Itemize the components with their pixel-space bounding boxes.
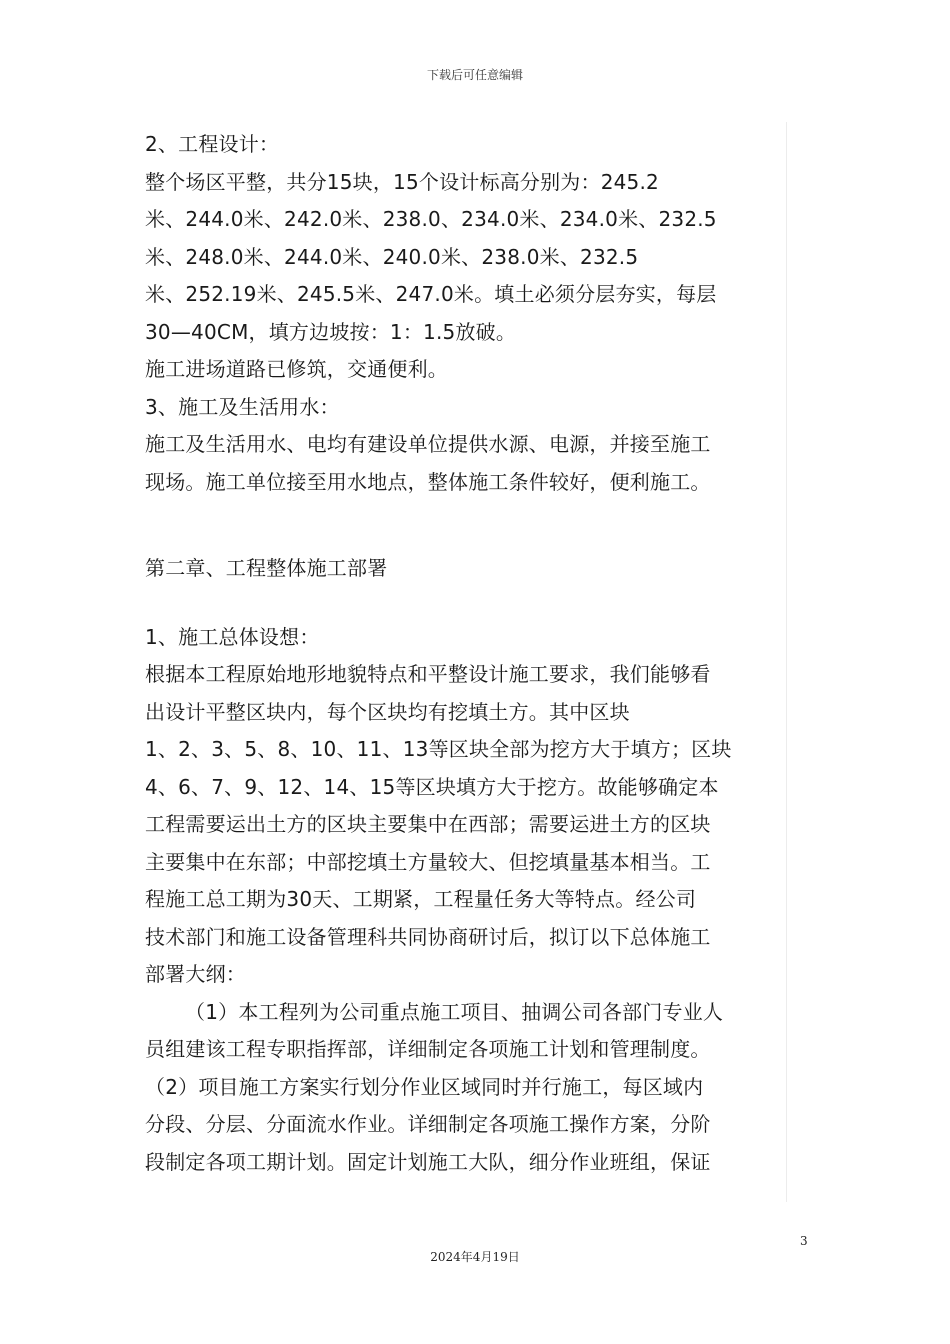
body-line: 段制定各项工期计划。固定计划施工大队，细分作业班组，保证 bbox=[145, 1149, 711, 1174]
body-line: 分段、分层、分面流水作业。详细制定各项施工操作方案，分阶 bbox=[145, 1112, 711, 1136]
body-line: 现场。施工单位接至用水地点，整体施工条件较好，便利施工。 bbox=[145, 469, 711, 494]
body-line: 施工及生活用水、电均有建设单位提供水源、电源，并接至施工 bbox=[145, 432, 711, 456]
body-line: 4、6、7、9、12、14、15等区块填方大于挖方。故能够确定本 bbox=[145, 774, 719, 799]
body-line: 部署大纲： bbox=[145, 962, 246, 986]
list-item-2: （2）项目施工方案实行划分作业区域同时并行施工，每区域内 bbox=[145, 1074, 704, 1099]
body-line: 米、244.0米、242.0米、238.0、234.0米、234.0米、232.5 bbox=[145, 207, 717, 231]
section-heading-engineering-design: 2、工程设计： bbox=[145, 132, 280, 156]
section-heading-water: 3、施工及生活用水： bbox=[145, 394, 340, 419]
body-line: 米、252.19米、245.5米、247.0米。填土必须分层夯实，每层 bbox=[145, 282, 717, 306]
body-line: 主要集中在东部；中部挖填土方量较大、但挖填量基本相当。工 bbox=[145, 849, 711, 874]
body-line: 1、2、3、5、8、10、11、13等区块全部为挖方大于填方；区块 bbox=[145, 737, 732, 761]
body-line: 30—40CM，填方边坡按：1：1.5放破。 bbox=[145, 319, 517, 344]
paragraph-gap bbox=[145, 501, 785, 550]
list-item-1: （1）本工程列为公司重点施工项目、抽调公司各部门专业人 bbox=[185, 999, 724, 1024]
footer-date: 2024年4月19日 bbox=[430, 1250, 520, 1264]
page-header: 下载后可任意编辑 bbox=[426, 68, 523, 82]
body-line: 施工进场道路已修筑，交通便利。 bbox=[145, 357, 448, 381]
body-line: 技术部门和施工设备管理科共同协商研讨后，拟订以下总体施工 bbox=[145, 924, 711, 949]
margin-guide-line bbox=[786, 122, 787, 1202]
page-number: 3 bbox=[800, 1234, 808, 1248]
document-body bbox=[145, 126, 785, 1181]
body-line: 米、248.0米、244.0米、240.0米、238.0米、232.5 bbox=[145, 244, 639, 269]
body-line: 根据本工程原始地形地貌特点和平整设计施工要求，我们能够看 bbox=[145, 662, 711, 686]
body-line: 出设计平整区块内，每个区块均有挖填土方。其中区块 bbox=[145, 699, 630, 724]
paragraph-gap bbox=[145, 588, 785, 619]
section-heading-overall-plan: 1、施工总体设想： bbox=[145, 624, 320, 649]
body-line: 员组建该工程专职指挥部，详细制定各项施工计划和管理制度。 bbox=[145, 1037, 711, 1061]
body-line: 程施工总工期为30天、工期紧，工程量任务大等特点。经公司 bbox=[145, 887, 697, 911]
body-line: 工程需要运出土方的区块主要集中在西部；需要运进土方的区块 bbox=[145, 812, 711, 836]
chapter-title: 第二章、工程整体施工部署 bbox=[145, 556, 388, 580]
body-line: 整个场区平整，共分15块，15个设计标高分别为：245.2 bbox=[145, 169, 659, 194]
